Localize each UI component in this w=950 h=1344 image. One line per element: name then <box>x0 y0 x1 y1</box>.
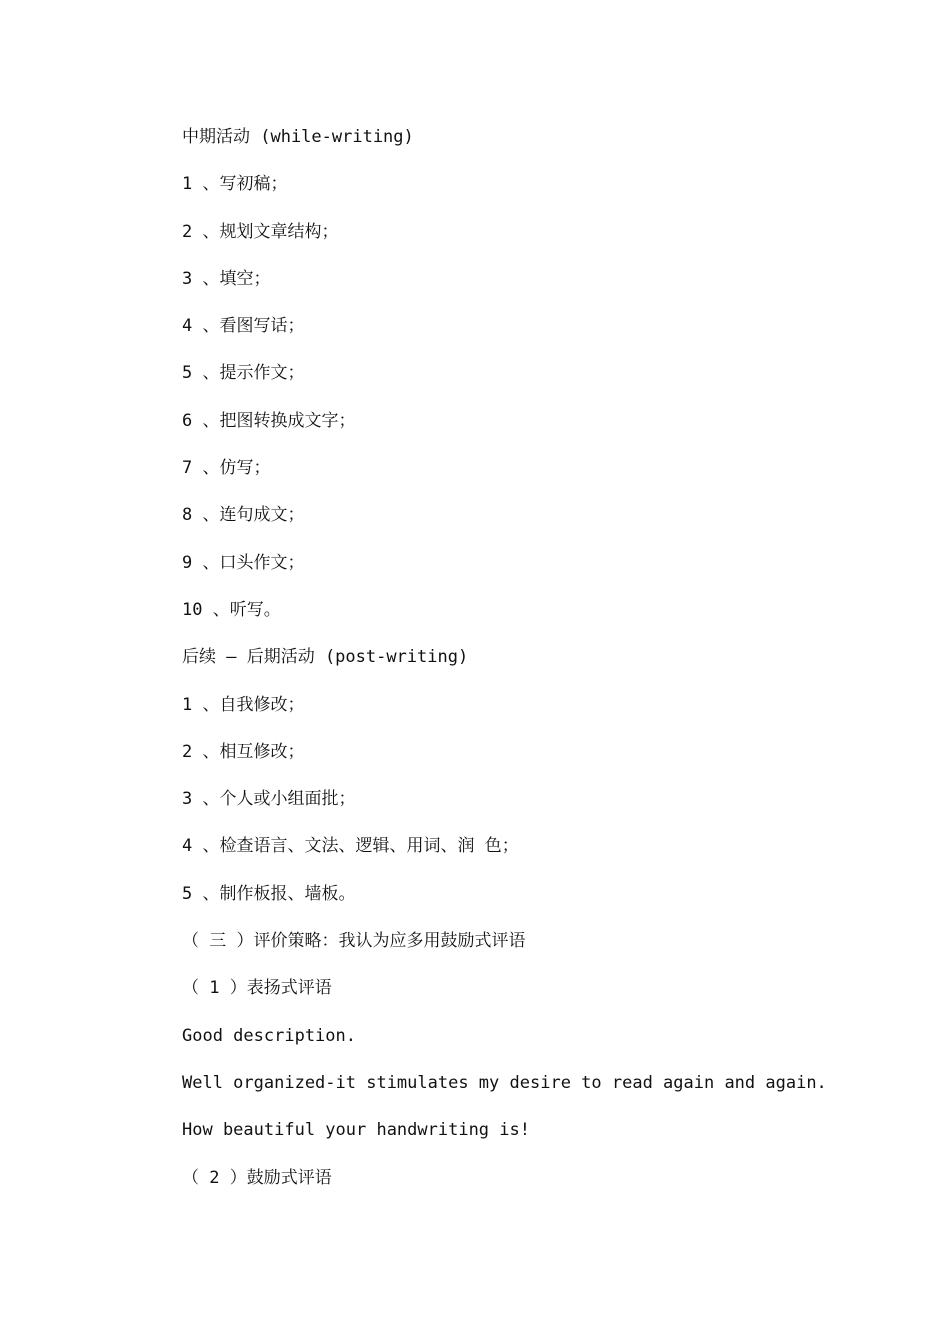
list-item: 10 、听写。 <box>182 599 281 620</box>
list-item: 5 、提示作文； <box>182 363 305 384</box>
list-item: 1 、写初稿； <box>182 174 288 195</box>
section-heading-post-writing: 后续 — 后期活动 (post-writing) <box>182 647 469 668</box>
list-item: 6 、把图转换成文字； <box>182 410 356 431</box>
example-comment: Well organized-it stimulates my desire to read again and again. <box>182 1072 827 1093</box>
list-item: 2 、规划文章结构； <box>182 221 339 242</box>
list-item: 9 、口头作文； <box>182 552 305 573</box>
section-heading-while-writing: 中期活动 (while-writing) <box>182 127 414 147</box>
list-item: 3 、填空； <box>182 268 271 289</box>
list-item: 1 、自我修改； <box>182 694 305 715</box>
section-heading-evaluation: （ 三 ）评价策略：我认为应多用鼓励式评语 <box>182 931 526 952</box>
list-item: 2 、相互修改； <box>182 741 305 762</box>
list-item: 4 、检查语言、文法、逻辑、用词、润 色； <box>182 836 519 857</box>
list-item: 7 、仿写； <box>182 458 271 479</box>
list-item: 8 、连句成文； <box>182 505 305 526</box>
subsection-heading-praise: （ 1 ）表扬式评语 <box>182 978 332 999</box>
example-comment: How beautiful your handwriting is! <box>182 1120 530 1141</box>
document-body <box>182 120 882 1208</box>
list-item: 5 、制作板报、墙板。 <box>182 883 356 904</box>
subsection-heading-encouragement: （ 2 ）鼓励式评语 <box>182 1167 332 1188</box>
list-item: 4 、看图写话； <box>182 316 305 337</box>
list-item: 3 、个人或小组面批； <box>182 789 356 810</box>
example-comment: Good description. <box>182 1025 356 1046</box>
